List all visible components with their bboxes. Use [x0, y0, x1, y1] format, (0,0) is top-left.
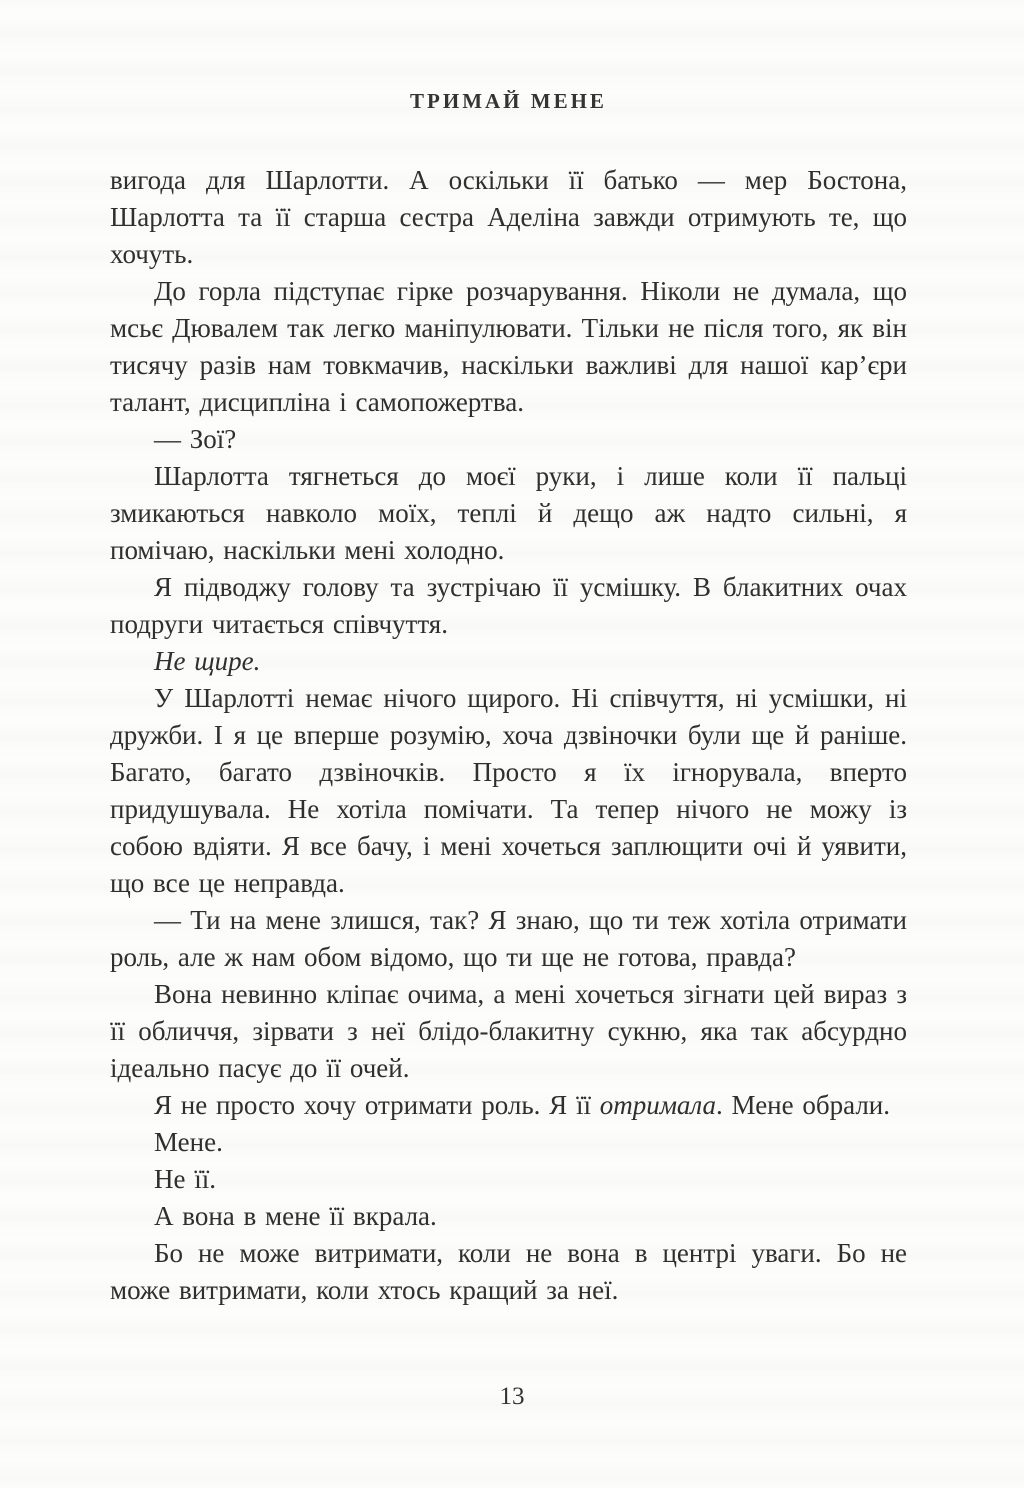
paragraph-8-dialogue: — Ти на мене злишся, так? Я знаю, що ти теж хотіла отримати роль, але ж нам обом відомо, що ти ще не готова, правда? — [110, 905, 907, 972]
paragraph-6-italic: Не щире. — [154, 646, 261, 676]
paragraph-2: До горла підступає гірке розчарування. Ніколи не думала, що мсьє Дювалем так легко маніпулювати. Тільки не після того, як він тисячу разів нам товкмачив, наскільки важливі для нашої кар’єри талант, дисципліна і самопожертва. — [110, 276, 907, 417]
paragraph-9: Вона невинно кліпає очима, а мені хочеться зігнати цей вираз з її обличчя, зірвати з неї блідо-блакитну сукню, яка так абсурдно ідеально пасує до її очей. — [110, 979, 907, 1083]
running-head-title: ТРИМАЙ МЕНЕ — [410, 89, 607, 113]
paragraph-10-text: Я не просто хочу отримати роль. Я її — [154, 1090, 600, 1120]
page-body — [110, 162, 907, 1309]
paragraph-11: Мене. — [154, 1127, 223, 1157]
paragraph-10-text-after: . Мене обрали. — [716, 1090, 890, 1120]
paragraph-14: Бо не може витримати, коли не вона в центрі уваги. Бо не може витримати, коли хтось кращий за неї. — [110, 1238, 907, 1305]
paragraph-1: вигода для Шарлотти. А оскільки її батько — мер Бостона, Шарлотта та її старша сестра Аделіна завжди отримують те, що хочуть. — [110, 165, 907, 269]
paragraph-10 — [110, 1087, 907, 1124]
paragraph-4: Шарлотта тягнеться до моєї руки, і лише коли її пальці змикаються навколо моїх, теплі й дещо аж надто сильні, я помічаю, наскільки мені холодно. — [110, 461, 907, 565]
emphasis-text: отримала — [599, 1090, 717, 1120]
paragraph-13: А вона в мене її вкрала. — [154, 1201, 437, 1231]
paragraph-3-dialogue: — Зої? — [154, 424, 237, 454]
paragraph-12: Не її. — [154, 1164, 216, 1194]
paragraph-7: У Шарлотті немає нічого щирого. Ні співчуття, ні усмішки, ні дружби. І я це вперше розумію, хоча дзвіночки були ще й раніше. Багато, багато дзвіночків. Просто я їх ігнорувала, вперто придушувала. Не хотіла помічати. Та тепер нічого не можу із собою вдіяти. Я все бачу, і мені хочеться заплющити очі й уявити, що все це неправда. — [110, 683, 907, 898]
page-number: 13 — [499, 1383, 525, 1410]
paragraph-5: Я підводжу голову та зустрічаю її усмішку. В блакитних очах подруги читається співчуття. — [110, 572, 907, 639]
